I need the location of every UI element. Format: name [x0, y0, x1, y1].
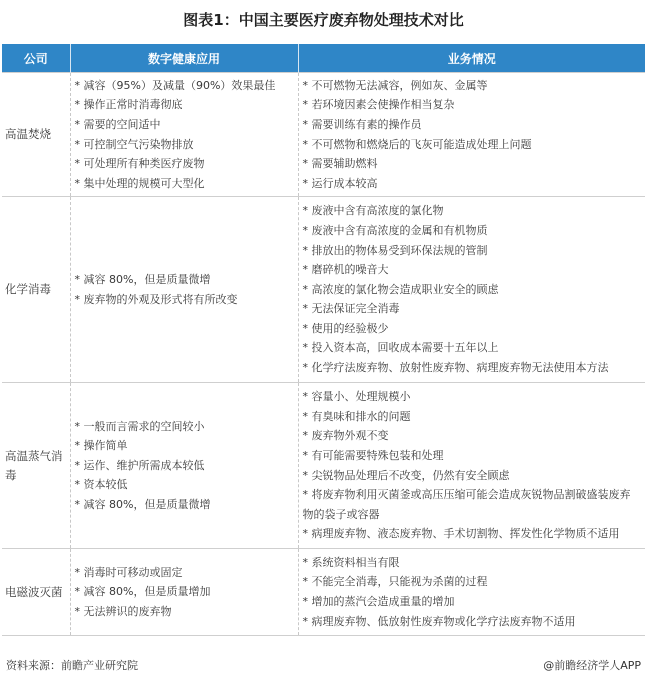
- list-item: * 需要的空间适中: [74, 117, 161, 131]
- list-item: * 减容（95%）及减量（90%）效果最佳: [74, 78, 276, 92]
- list-item: * 无法辨识的废弃物: [74, 604, 172, 618]
- header-disadvantages: 业务情况: [298, 44, 645, 73]
- method-name: 高温焚烧: [2, 73, 70, 197]
- source-note: 资料来源：前瞻产业研究院: [6, 659, 138, 672]
- list-item: * 运作、维护所需成本较低: [74, 458, 205, 472]
- table-row: [2, 197, 645, 383]
- disadvantages-cell: [298, 549, 645, 636]
- table-row: [2, 549, 645, 636]
- list-item: * 无法保证完全消毒: [302, 302, 400, 316]
- list-item: * 投入资本高，回收成本需要十五年以上: [302, 341, 499, 355]
- method-name: 化学消毒: [2, 197, 70, 383]
- disadvantages-cell: [298, 73, 645, 197]
- list-item: * 病理废弃物、液态废弃物、手术切割物、挥发性化学物质不适用: [302, 527, 620, 541]
- list-item: * 有可能需要特殊包装和处理: [302, 448, 444, 462]
- table-row: [2, 73, 645, 197]
- list-item: * 一般而言需求的空间较小: [74, 419, 205, 433]
- advantages-cell: [70, 73, 298, 197]
- advantages-cell: [70, 383, 298, 549]
- list-item: * 可处理所有种类医疗废物: [74, 157, 205, 171]
- comparison-table: [2, 44, 645, 636]
- method-name: 高温蒸气消毒: [2, 383, 70, 549]
- list-item: * 消毒时可移动或固定: [74, 565, 183, 579]
- table-header-row: [2, 44, 645, 73]
- list-item: * 排放出的物体易受到环保法规的管制: [302, 243, 488, 257]
- list-item: * 系统资料相当有限: [302, 555, 400, 569]
- disadvantages-cell: [298, 383, 645, 549]
- table-row: [2, 383, 645, 549]
- brand-credit: @前瞻经济学人APP: [543, 659, 641, 672]
- list-item: * 减容 80%，但是质量增加: [74, 585, 211, 599]
- list-item: * 使用的经验极少: [302, 321, 389, 335]
- list-item: * 操作简单: [74, 439, 128, 453]
- list-item: * 高浓度的氯化物会造成职业安全的顾虑: [302, 282, 499, 296]
- advantages-cell: [70, 549, 298, 636]
- list-item: * 需要辅助燃料: [302, 157, 378, 171]
- method-name: 电磁波灭菌: [2, 549, 70, 636]
- list-item: * 病理废弃物、低放射性废弃物或化学疗法废弃物不适用: [302, 614, 576, 628]
- list-item: * 资本较低: [74, 478, 128, 492]
- list-item: * 将废弃物利用灭菌釜或高压压缩可能会造成灰锐物品割破盛装废弃物的袋子或容器: [302, 488, 631, 521]
- list-item: * 集中处理的规模可大型化: [74, 176, 205, 190]
- list-item: * 不可燃物无法减容，例如灰、金属等: [302, 78, 488, 92]
- list-item: * 需要训练有素的操作员: [302, 117, 422, 131]
- list-item: * 操作正常时消毒彻底: [74, 98, 183, 112]
- advantages-cell: [70, 197, 298, 383]
- list-item: * 不可燃物和燃烧后的飞灰可能造成处理上问题: [302, 137, 532, 151]
- list-item: * 废液中含有高浓度的金属和有机物质: [302, 223, 488, 237]
- list-item: * 尖锐物品处理后不改变，仍然有安全顾虑: [302, 468, 510, 482]
- list-item: * 容量小、处理规模小: [302, 390, 411, 404]
- header-company: 公司: [2, 44, 70, 73]
- list-item: * 运行成本较高: [302, 176, 378, 190]
- page-title: 图表1：中国主要医疗废弃物处理技术对比: [183, 11, 464, 29]
- list-item: * 若环境因素会使操作相当复杂: [302, 98, 455, 112]
- list-item: * 废液中含有高浓度的氯化物: [302, 204, 444, 218]
- list-item: * 减容 80%，但是质量微增: [74, 272, 211, 286]
- list-item: * 减容 80%，但是质量微增: [74, 497, 211, 511]
- list-item: * 磨碎机的噪音大: [302, 263, 389, 277]
- list-item: * 废弃物外观不变: [302, 429, 389, 443]
- header-advantages: 数字健康应用: [70, 44, 298, 73]
- list-item: * 可控制空气污染物排放: [74, 137, 194, 151]
- list-item: * 增加的蒸汽会造成重量的增加: [302, 595, 455, 608]
- list-item: * 有臭味和排水的问题: [302, 409, 411, 423]
- list-item: * 废弃物的外观及形式将有所改变: [74, 292, 238, 306]
- list-item: * 化学疗法废弃物、放射性废弃物、病理废弃物无法使用本方法: [302, 361, 609, 375]
- list-item: * 不能完全消毒，只能视为杀菌的过程: [302, 575, 488, 589]
- disadvantages-cell: [298, 197, 645, 383]
